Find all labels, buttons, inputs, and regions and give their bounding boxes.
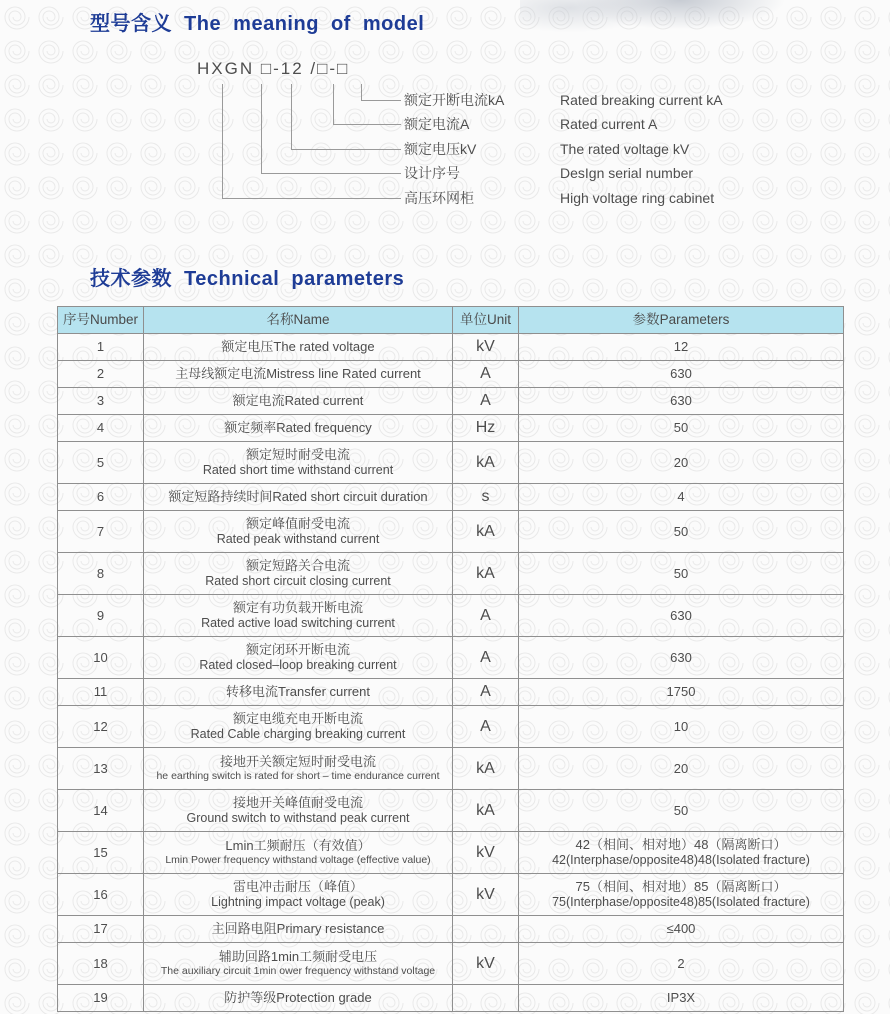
cell-number bbox=[58, 706, 144, 748]
name-zh: Lmin工频耐压（有效值） bbox=[225, 838, 371, 854]
cell-name bbox=[144, 415, 453, 442]
cell-name bbox=[144, 790, 453, 832]
callout-line bbox=[361, 100, 401, 101]
cell-param bbox=[519, 874, 844, 916]
cell-unit bbox=[453, 388, 519, 415]
row-number: 8 bbox=[96, 565, 105, 581]
cell-name bbox=[144, 874, 453, 916]
table-row bbox=[58, 484, 844, 511]
unit-value: kV bbox=[476, 954, 495, 972]
cell-unit bbox=[453, 943, 519, 985]
cell-param bbox=[519, 388, 844, 415]
row-number: 15 bbox=[93, 844, 108, 860]
callout-line bbox=[333, 124, 401, 125]
cell-unit bbox=[453, 553, 519, 595]
unit-value: kA bbox=[476, 522, 495, 540]
table-row bbox=[58, 415, 844, 442]
cell-param bbox=[519, 706, 844, 748]
cell-unit bbox=[453, 334, 519, 361]
row-number: 17 bbox=[93, 921, 108, 937]
unit-value: s bbox=[481, 488, 490, 506]
unit-value: kV bbox=[476, 885, 495, 903]
param-value: 630 bbox=[670, 607, 692, 623]
cell-param bbox=[519, 790, 844, 832]
callout-label-en: High voltage ring cabinet bbox=[560, 190, 715, 206]
row-number: 4 bbox=[96, 420, 105, 436]
name-zh: 额定有功负载开断电流 bbox=[232, 599, 363, 615]
row-number: 7 bbox=[96, 523, 105, 539]
header-unit: 单位Unit bbox=[453, 307, 519, 334]
cell-param bbox=[519, 415, 844, 442]
unit-value: kA bbox=[476, 453, 495, 471]
cell-param bbox=[519, 985, 844, 1012]
callout-label-en: The rated voltage kV bbox=[560, 141, 690, 157]
cell-param bbox=[519, 334, 844, 361]
cell-name bbox=[144, 484, 453, 511]
table-row bbox=[58, 361, 844, 388]
cell-name bbox=[144, 388, 453, 415]
table-row bbox=[58, 553, 844, 595]
param-value: 12 bbox=[673, 339, 689, 355]
table-row bbox=[58, 595, 844, 637]
name-en: Ground switch to withstand peak current bbox=[186, 810, 410, 825]
row-number: 10 bbox=[93, 649, 108, 665]
cell-name bbox=[144, 334, 453, 361]
cell-name bbox=[144, 916, 453, 943]
name-zh: 额定短路关合电流 bbox=[245, 557, 350, 573]
callout-line bbox=[261, 84, 262, 174]
name-en: Rated active load switching current bbox=[201, 615, 395, 630]
unit-value: A bbox=[480, 365, 491, 383]
name-zh: 接地开关峰值耐受电流 bbox=[232, 794, 363, 810]
row-number: 2 bbox=[96, 366, 105, 382]
cell-number bbox=[58, 553, 144, 595]
name-zh: 辅助回路1min工频耐受电压 bbox=[218, 949, 378, 965]
cell-number bbox=[58, 790, 144, 832]
param-value: 75（相间、相对地）85（隔离断口） bbox=[575, 878, 787, 894]
unit-value: A bbox=[480, 392, 491, 410]
cell-name bbox=[144, 832, 453, 874]
row-number: 13 bbox=[93, 760, 108, 776]
cell-number bbox=[58, 874, 144, 916]
name-zh: 额定闭环开断电流 bbox=[245, 641, 350, 657]
callout-line bbox=[222, 84, 223, 199]
cell-param bbox=[519, 511, 844, 553]
cell-unit bbox=[453, 679, 519, 706]
parameters-table bbox=[57, 306, 844, 1012]
cell-name bbox=[144, 748, 453, 790]
callout-label-zh: 额定电压kV bbox=[404, 141, 477, 157]
model-meaning-title: 型号含义 The meaning of model bbox=[90, 13, 425, 35]
table-row bbox=[58, 985, 844, 1012]
param-value: 630 bbox=[670, 649, 692, 665]
callout-line bbox=[333, 84, 334, 125]
cell-number bbox=[58, 832, 144, 874]
callout-label-zh: 额定电流A bbox=[404, 116, 470, 132]
unit-value: kV bbox=[476, 843, 495, 861]
unit-value: kV bbox=[476, 338, 495, 356]
table-header-row bbox=[58, 307, 844, 334]
cell-unit bbox=[453, 484, 519, 511]
row-number: 1 bbox=[96, 339, 105, 355]
row-number: 14 bbox=[93, 802, 108, 818]
param-value: 50 bbox=[673, 523, 689, 539]
name-en: he earthing switch is rated for short – time endurance current bbox=[156, 770, 440, 783]
cell-name bbox=[144, 637, 453, 679]
cell-param bbox=[519, 637, 844, 679]
cell-number bbox=[58, 415, 144, 442]
param-value: 20 bbox=[673, 760, 689, 776]
cell-number bbox=[58, 334, 144, 361]
row-number: 6 bbox=[96, 489, 105, 505]
row-number: 5 bbox=[96, 454, 105, 470]
cell-number bbox=[58, 388, 144, 415]
cell-name bbox=[144, 706, 453, 748]
cell-number bbox=[58, 442, 144, 484]
unit-value: Hz bbox=[475, 419, 496, 437]
table-row bbox=[58, 706, 844, 748]
name-en: Lightning impact voltage (peak) bbox=[211, 894, 385, 909]
cell-name bbox=[144, 985, 453, 1012]
cell-unit bbox=[453, 985, 519, 1012]
cell-number bbox=[58, 511, 144, 553]
name-zh: 额定频率Rated frequency bbox=[224, 420, 372, 436]
row-number: 12 bbox=[93, 718, 108, 734]
cell-param bbox=[519, 361, 844, 388]
cell-name bbox=[144, 553, 453, 595]
row-number: 11 bbox=[93, 684, 108, 700]
table-row bbox=[58, 442, 844, 484]
cell-name bbox=[144, 442, 453, 484]
unit-value: kA bbox=[476, 564, 495, 582]
table-row bbox=[58, 832, 844, 874]
unit-value: A bbox=[480, 683, 491, 701]
name-zh: 额定短路持续时间Rated short circuit duration bbox=[168, 489, 428, 505]
param-value: 42（相间、相对地）48（隔离断口） bbox=[575, 836, 787, 852]
param-value: 20 bbox=[673, 454, 689, 470]
cell-unit bbox=[453, 790, 519, 832]
name-zh: 主回路电阻Primary resistance bbox=[211, 921, 385, 937]
param-value: 50 bbox=[673, 802, 689, 818]
cell-param bbox=[519, 595, 844, 637]
unit-value: A bbox=[480, 717, 491, 735]
callout-label-zh: 高压环网柜 bbox=[404, 190, 474, 206]
header-parameters: 参数Parameters bbox=[519, 307, 844, 334]
header-name: 名称Name bbox=[144, 307, 453, 334]
name-en: Lmin Power frequency withstand voltage (effective value) bbox=[165, 854, 431, 867]
cell-number bbox=[58, 748, 144, 790]
cell-unit bbox=[453, 637, 519, 679]
callout-label-zh: 设计序号 bbox=[404, 165, 460, 181]
cell-unit bbox=[453, 415, 519, 442]
cell-param bbox=[519, 679, 844, 706]
param-value: 50 bbox=[673, 565, 689, 581]
table-row bbox=[58, 388, 844, 415]
unit-value: A bbox=[480, 648, 491, 666]
name-zh: 额定电流Rated current bbox=[232, 393, 364, 409]
callout-label-en: Rated breaking current kA bbox=[560, 92, 723, 108]
table-row bbox=[58, 874, 844, 916]
param-value: 4 bbox=[677, 489, 685, 505]
name-en: Rated peak withstand current bbox=[216, 531, 380, 546]
cell-param bbox=[519, 832, 844, 874]
name-zh: 额定电缆充电开断电流 bbox=[232, 710, 363, 726]
unit-value: kA bbox=[476, 801, 495, 819]
param-value: 10 bbox=[673, 718, 689, 734]
name-zh: 额定电压The rated voltage bbox=[221, 339, 375, 355]
unit-value: kA bbox=[476, 759, 495, 777]
row-number: 9 bbox=[96, 607, 105, 623]
table-row bbox=[58, 916, 844, 943]
cell-name bbox=[144, 679, 453, 706]
param-value: 1750 bbox=[666, 684, 696, 700]
cell-name bbox=[144, 511, 453, 553]
param-value: IP3X bbox=[666, 990, 696, 1006]
cell-name bbox=[144, 943, 453, 985]
name-en: Rated closed–loop breaking current bbox=[199, 657, 397, 672]
cell-unit bbox=[453, 832, 519, 874]
table-row bbox=[58, 511, 844, 553]
table-row bbox=[58, 679, 844, 706]
cell-unit bbox=[453, 511, 519, 553]
cell-unit bbox=[453, 442, 519, 484]
name-zh: 额定峰值耐受电流 bbox=[245, 515, 350, 531]
callout-label-en: DesIgn serial number bbox=[560, 165, 694, 181]
cell-unit bbox=[453, 874, 519, 916]
param-value: 630 bbox=[670, 393, 692, 409]
name-zh: 雷电冲击耐压（峰值） bbox=[232, 878, 363, 894]
cell-unit bbox=[453, 361, 519, 388]
param-value: 2 bbox=[677, 955, 685, 971]
cell-name bbox=[144, 361, 453, 388]
callout-label-en: Rated current A bbox=[560, 116, 658, 132]
unit-value: A bbox=[480, 606, 491, 624]
row-number: 18 bbox=[93, 955, 108, 971]
cell-number bbox=[58, 679, 144, 706]
cell-number bbox=[58, 943, 144, 985]
callout-line bbox=[261, 173, 401, 174]
name-en: Rated Cable charging breaking current bbox=[190, 726, 406, 741]
cell-param bbox=[519, 943, 844, 985]
cell-unit bbox=[453, 748, 519, 790]
model-code: HXGN □-12 /□-□ bbox=[197, 59, 350, 78]
param-value-en: 75(Interphase/opposite48)85(Isolated fracture) bbox=[552, 894, 810, 909]
parameters-table-body bbox=[58, 334, 844, 1012]
table-row bbox=[58, 637, 844, 679]
cell-unit bbox=[453, 706, 519, 748]
name-zh: 转移电流Transfer current bbox=[226, 684, 370, 700]
param-value: 50 bbox=[673, 420, 689, 436]
header-number: 序号Number bbox=[58, 307, 144, 334]
row-number: 19 bbox=[93, 990, 108, 1006]
callout-label-zh: 额定开断电流kA bbox=[404, 92, 505, 108]
name-zh: 防护等级Protection grade bbox=[224, 990, 372, 1006]
cell-number bbox=[58, 985, 144, 1012]
cell-param bbox=[519, 748, 844, 790]
param-value: ≤400 bbox=[666, 921, 696, 937]
table-row bbox=[58, 943, 844, 985]
table-row bbox=[58, 790, 844, 832]
table-row bbox=[58, 748, 844, 790]
name-zh: 接地开关额定短时耐受电流 bbox=[219, 754, 376, 770]
cell-unit bbox=[453, 916, 519, 943]
technical-parameters-title: 技术参数 Technical parameters bbox=[90, 268, 405, 290]
cell-unit bbox=[453, 595, 519, 637]
cell-param bbox=[519, 916, 844, 943]
cell-number bbox=[58, 916, 144, 943]
cell-name bbox=[144, 595, 453, 637]
cell-param bbox=[519, 484, 844, 511]
name-en: Rated short circuit closing current bbox=[205, 573, 391, 588]
callout-line bbox=[361, 84, 362, 101]
param-value: 630 bbox=[670, 366, 692, 382]
cell-param bbox=[519, 442, 844, 484]
row-number: 3 bbox=[96, 393, 105, 409]
cell-number bbox=[58, 361, 144, 388]
callout-line bbox=[291, 149, 401, 150]
row-number: 16 bbox=[93, 886, 108, 902]
callout-line bbox=[291, 84, 292, 149]
name-en: The auxiliary circuit 1min ower frequency withstand voltage bbox=[160, 965, 436, 978]
cell-number bbox=[58, 595, 144, 637]
name-zh: 主母线额定电流Mistress line Rated current bbox=[175, 366, 421, 382]
name-en: Rated short time withstand current bbox=[202, 462, 394, 477]
cell-number bbox=[58, 484, 144, 511]
table-row bbox=[58, 334, 844, 361]
name-zh: 额定短时耐受电流 bbox=[245, 446, 350, 462]
cell-param bbox=[519, 553, 844, 595]
cell-number bbox=[58, 637, 144, 679]
callout-line bbox=[222, 198, 401, 199]
param-value-en: 42(Interphase/opposite48)48(Isolated fracture) bbox=[552, 852, 810, 867]
